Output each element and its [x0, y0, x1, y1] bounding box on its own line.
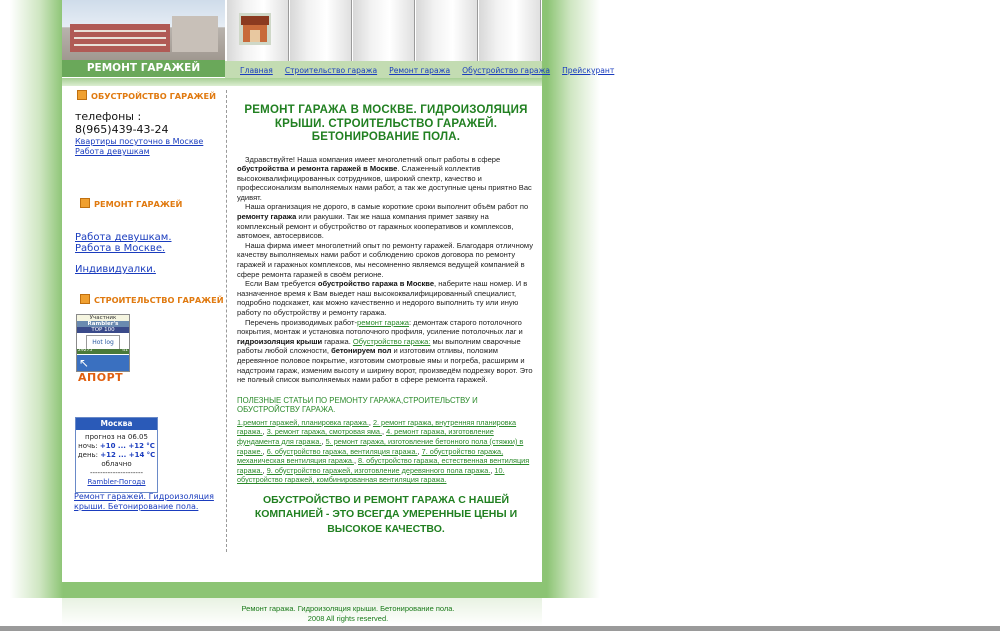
counter-arrow-panel — [77, 355, 129, 371]
article-link[interactable]: 10. обустройство гаражей, комбинированная вентиляция гаража. — [237, 465, 505, 485]
link-garage-repair[interactable]: ремонт гаража — [357, 317, 409, 327]
night-label: ночь: — [78, 442, 98, 450]
counter-number: 29275 — [78, 348, 93, 353]
nav-arrangement[interactable]: Обустройство гаража — [462, 66, 551, 75]
bold-text: обустройства и ремонта гаражей в Москве — [237, 164, 398, 174]
bold-text: гидроизоляция крыши — [237, 336, 323, 346]
text: Наша организация не дорого, в самые короткие сроки выполнит объём работ по — [245, 202, 529, 212]
text: гаража. — [322, 336, 353, 346]
sidebar-link-work-moscow[interactable]: Работа в Москве. — [75, 243, 166, 254]
weather-source — [76, 478, 157, 487]
thumbnail — [227, 0, 289, 61]
counter-number: 41 — [122, 348, 128, 353]
column-divider — [226, 90, 227, 552]
weather-city[interactable]: Москва — [76, 418, 157, 430]
paragraph — [237, 202, 535, 240]
sidebar-section-title — [80, 198, 182, 209]
bullet-icon — [80, 198, 90, 208]
garage-roof — [241, 16, 269, 25]
weather-day — [76, 451, 157, 460]
aport-logo[interactable]: АПОРТ — [78, 371, 124, 384]
phone-number: 8(965)439-43-24 — [75, 123, 169, 136]
weather-condition: облачно — [101, 460, 132, 468]
counter-line: TOP 100 — [77, 327, 129, 333]
page-container — [62, 0, 615, 582]
building-tower — [172, 16, 218, 52]
header-thumbnails — [227, 0, 542, 61]
hotlog-badge: Hot log — [86, 335, 120, 351]
article-link[interactable]: 1.ремонт гаражей, планировка гаража. — [237, 417, 369, 427]
article-body — [237, 155, 535, 385]
section-label: СТРОИТЕЛЬСТВО ГАРАЖЕЙ — [94, 295, 224, 305]
thumbnail — [416, 0, 478, 61]
text: мы выполним сварочные работы любой сложности, — [237, 336, 521, 356]
text: , наберите наш номер. И в назначенное время к Вам выедет наш высококвалифицированный специалист, подробно подскажет, как можно качественно и недорого выполнить ту или иную работу по обустройству и ремонту гаража. — [237, 279, 528, 317]
text: и изготовим отливы, положим деревянное половое покрытие, изготовим смотровые ямы и погреба, расширим и надстроим гараж, изменим высоту и ширину ворот, произведём подрезку ворот. Это не полный список выполняемых нами работ в сфере ремонта гаражей. — [237, 346, 533, 385]
bold-text: ремонту гаража — [237, 212, 297, 222]
text: Здравствуйте! Наша компания имеет многолетний опыт работы в сфере — [245, 154, 501, 164]
nav-building[interactable]: Строительство гаража — [284, 66, 378, 75]
footer-copyright: 2008 All rights reserved. — [307, 613, 389, 623]
footer — [238, 604, 458, 623]
sidebar-section-title — [80, 294, 224, 305]
top-nav — [225, 61, 615, 78]
article-link[interactable]: 9. обустройство гаражей, изготовление деревянного пола гаража. — [266, 465, 491, 475]
temp-unit: °C — [146, 442, 155, 450]
slogan: ОБУСТРОЙСТВО И РЕМОНТ ГАРАЖА С НАШЕЙ КОМПАНИЕЙ - ЭТО ВСЕГДА УМЕРЕННЫЕ ЦЕНЫ И ВЫСОКОЕ КАЧЕСТВО. — [254, 493, 518, 535]
sidebar-footer-link[interactable]: Ремонт гаражей. Гидроизоляция крыши. Бетонирование пола. — [74, 492, 214, 511]
bullet-icon — [77, 90, 87, 100]
counter-line: Rambler's — [77, 321, 129, 327]
footer-line: Ремонт гаража. Гидроизоляция крыши. Бетонирование пола. — [241, 604, 455, 613]
article-link[interactable]: 7. обустройство гаража, механическая вентиляция гаража. — [237, 446, 504, 466]
garage-door — [250, 30, 260, 42]
sidebar-link-apartments[interactable]: Квартиры посуточно в Москве — [75, 137, 204, 146]
section-label: ОБУСТРОЙСТВО ГАРАЖЕЙ — [91, 91, 216, 101]
main-content — [237, 104, 535, 536]
bullet-icon — [80, 294, 90, 304]
paragraph — [237, 318, 535, 385]
garage-photo — [239, 13, 271, 45]
header-divider — [62, 78, 542, 86]
sidebar — [62, 86, 227, 582]
window-bottom-border — [0, 626, 1000, 631]
day-temp: +12 ... +14 — [100, 451, 145, 459]
paragraph — [237, 155, 535, 203]
weather-widget — [75, 417, 158, 493]
text: : демонтаж старого потолочного покрытия, монтаж и установка потолочного профиля, усиление потолочных лаг и — [237, 317, 523, 337]
counter-bar — [77, 349, 129, 354]
article-link[interactable]: 5. ремонт гаража, изготовление бетонного пола (стяжки) в гараже. — [237, 436, 524, 456]
sidebar-section-title — [77, 90, 216, 101]
counter-line: Участник — [77, 315, 129, 321]
text: или ракушки. Так же наша компания примет заявку на комплексный ремонт и обустройство от гаражных кооперативов и комплексов, автомоек, автосервисов. — [237, 212, 514, 241]
header — [62, 0, 615, 78]
text: Перечень производимых работ- — [245, 317, 358, 327]
building-shape — [70, 24, 170, 52]
paragraph: Наша фирма имеет многолетний опыт по ремонту гаражей. Благодаря отличному качеству выполняемых нами работ и соблюдению сроков договора по ремонту гаражей и гаражных комплексов, мы несомненно являемся ведущей компанией в сфере ремонта гаражей в своём регионе. — [237, 240, 533, 279]
bold-text: бетонируем пол — [331, 346, 392, 356]
bold-text: обустройство гаража в Москве — [317, 279, 435, 289]
thumbnail — [479, 0, 541, 61]
sidebar-link-work-girls[interactable]: Работа девушкам. — [75, 232, 172, 243]
day-label: день: — [77, 451, 99, 459]
paragraph — [237, 279, 535, 317]
section-label: РЕМОНТ ГАРАЖЕЙ — [94, 199, 183, 209]
night-temp: +10 ... +12 — [99, 442, 144, 450]
article-link[interactable]: 6. обустройство гаража, вентиляция гаража. — [266, 446, 418, 456]
site-logo: РЕМОНТ ГАРАЖЕЙ — [62, 60, 225, 77]
articles-heading: ПОЛЕЗНЫЕ СТАТЬИ ПО РЕМОНТУ ГАРАЖА,СТРОИТЕЛЬСТВУ И ОБУСТРОЙСТВУ ГАРАЖА. — [237, 395, 478, 415]
sidebar-link-individual[interactable]: Индивидуалки. — [75, 264, 156, 275]
header-banner-image — [62, 0, 225, 60]
window-row — [74, 30, 166, 32]
window-row — [74, 37, 166, 39]
article-link[interactable]: 3. ремонт гаража, смотровая яма. — [266, 427, 382, 437]
weather-forecast-date: прогноз на 06.05 — [85, 433, 148, 441]
article-link[interactable]: 4. ремонт гаража, изготовление фундамента для гаража. — [237, 427, 494, 446]
article-link[interactable]: 8. обустройство гаража, естественная вентиляция гаража. — [237, 456, 530, 475]
weather-night — [76, 442, 157, 451]
rambler-top100-counter[interactable] — [76, 314, 130, 372]
link-garage-arrangement[interactable]: Обустройство гаража: — [352, 336, 431, 346]
window-row — [74, 44, 166, 46]
page-background — [10, 0, 615, 598]
temp-unit: °C — [146, 451, 156, 459]
nav-repair[interactable]: Ремонт гаража — [389, 66, 451, 75]
article-link[interactable]: 2. ремонт гаража, внутренняя планировка гаража. — [237, 417, 517, 437]
phone-label: телефоны : — [75, 110, 142, 123]
text: Если Вам требуется — [245, 279, 318, 289]
weather-source-link[interactable]: Rambler-Погода — [87, 478, 146, 486]
articles-list: 1.ремонт гаражей, планировка гаража., 2. ремонт гаража, внутренняя планировка гаража., 3. ремонт гаража, смотровая яма., 4. ремонт гаража, изготовление фундамента для гаража., 5. ремонт гаража, изготовление бетонного пола (стяжки) в гараже., 6. обустройство гаража, вентиляция гаража., 7. обустройство гаража, механическая вентиляция гаража., 8. обустройство гаража, естественная вентиляция гаража., 9. обустройство гаражей, изготовление деревянного пола гаража., 10. обустройство гаражей, комбинированная вентиляция гаража. — [237, 417, 530, 485]
weather-divider: --------------------- — [89, 469, 144, 477]
nav-home[interactable]: Главная — [240, 66, 273, 75]
sidebar-link-jobs[interactable]: Работа девушкам — [75, 147, 150, 156]
nav-prices[interactable]: Прейскурант — [562, 66, 615, 75]
arrow-icon: ↖ — [79, 356, 90, 370]
thumbnail — [290, 0, 352, 61]
page-title: РЕМОНТ ГАРАЖА В МОСКВЕ. ГИДРОИЗОЛЯЦИЯ КРЫШИ. СТРОИТЕЛЬСТВО ГАРАЖЕЙ. БЕТОНИРОВАНИЕ ПОЛА. — [244, 104, 528, 143]
thumbnail — [353, 0, 415, 61]
text: . Слаженный коллектив высококвалифицированных сотрудников, широкий спектр, качество и профессионализм выполняемых нами работ, а так же доступные цены приятно Вас удивят. — [237, 164, 532, 202]
